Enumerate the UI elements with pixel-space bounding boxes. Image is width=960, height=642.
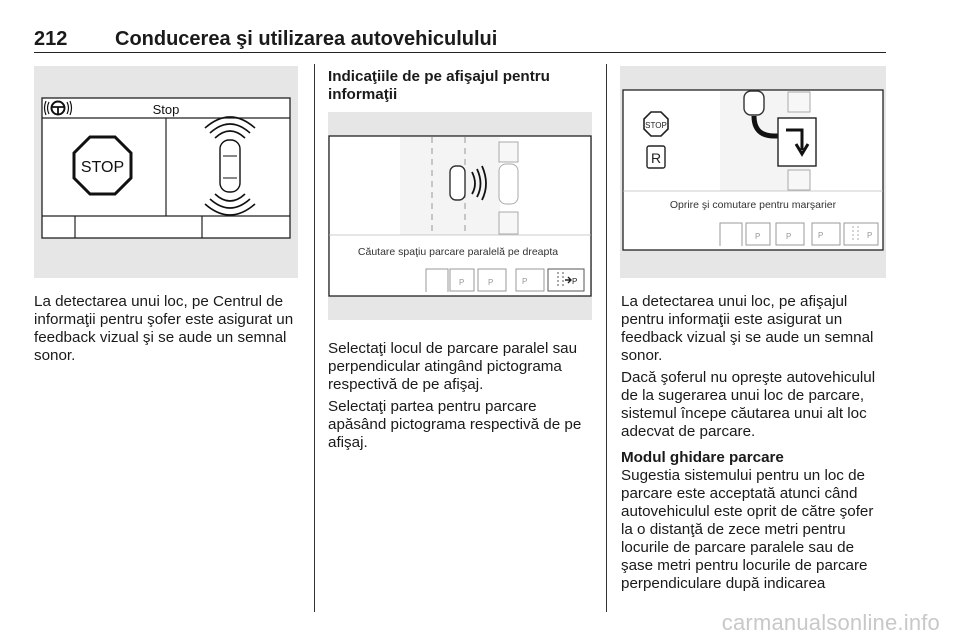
watermark: carmanualsonline.info [721,610,940,635]
parking-mode-tiles [426,269,584,292]
col3-paragraph-3: Sugestia sistemului pentru un loc de parcare este acceptată atunci când autovehiculul este oprit de către şofer la o distanţă de zece metri pentru locurile de parcare paralele sau de şase metri pentru locurile de parcare perpendiculare după indicarea [621,467,874,592]
page-number: 212 [34,28,68,50]
tile-p-label: P [786,232,792,241]
page-header [34,28,886,53]
dic-display [34,66,298,278]
col2-heading: Indicaţiile de pe afişajul pentru informaţii [328,68,550,103]
dic-title-label: Stop [152,102,180,117]
parking-search-caption: Căutare spaţiu parcare paralelă pe dreapta [357,246,559,258]
figure-driver-info-centre [34,66,298,278]
figure-stop-reverse [620,66,886,278]
stop-sign-text: STOP [80,159,125,176]
col3-paragraph-2: Dacă şoferul nu opreşte autovehiculul de la sugerarea unui loc de parcare, sistemul începe căutarea unui alt loc adecvat de parcare. [621,369,876,440]
column-divider [606,64,607,612]
page-title: Conducerea şi utilizarea autovehiculului [115,28,498,50]
parking-search-display [328,112,592,320]
col2-paragraph-2: Selectaţi partea pentru parcare apăsând pictograma respectivă de pe afişaj. [328,398,582,451]
stop-reverse-caption: Oprire şi comutare pentru marşarier [669,199,837,211]
tile-p-label: P [867,231,873,240]
stop-sign-text: STOP [645,121,667,130]
tile-p-label: P [755,232,761,241]
col2-paragraph-1: Selectaţi locul de parcare paralel sau perpendicular atingând pictograma respectivă de pe afişaj. [328,340,578,393]
figure-parking-search [328,112,592,320]
tile-p-label: P [459,278,465,287]
col3-heading: Modul ghidare parcare [621,449,784,466]
stop-reverse-display [620,66,886,278]
col3-paragraph-1: La detectarea unui loc, pe afişajul pentru informaţii este asigurat un feedback vizual şi se aude un semnal sonor. [621,293,874,364]
col1-body-text: La detectarea unui loc, pe Centrul de informaţii pentru şofer este asigurat un feedback vizual şi se aude un semnal sonor. [34,293,294,364]
reverse-gear-icon [647,146,665,168]
tile-p-label: P [572,277,578,286]
tile-p-label: P [818,231,824,240]
column-divider [314,64,315,612]
tile-p-label: P [522,277,528,286]
tile-p-label: P [488,278,494,287]
stop-sign-icon [644,112,668,136]
stop-sign-icon [74,137,131,194]
gear-label: R [650,150,662,166]
